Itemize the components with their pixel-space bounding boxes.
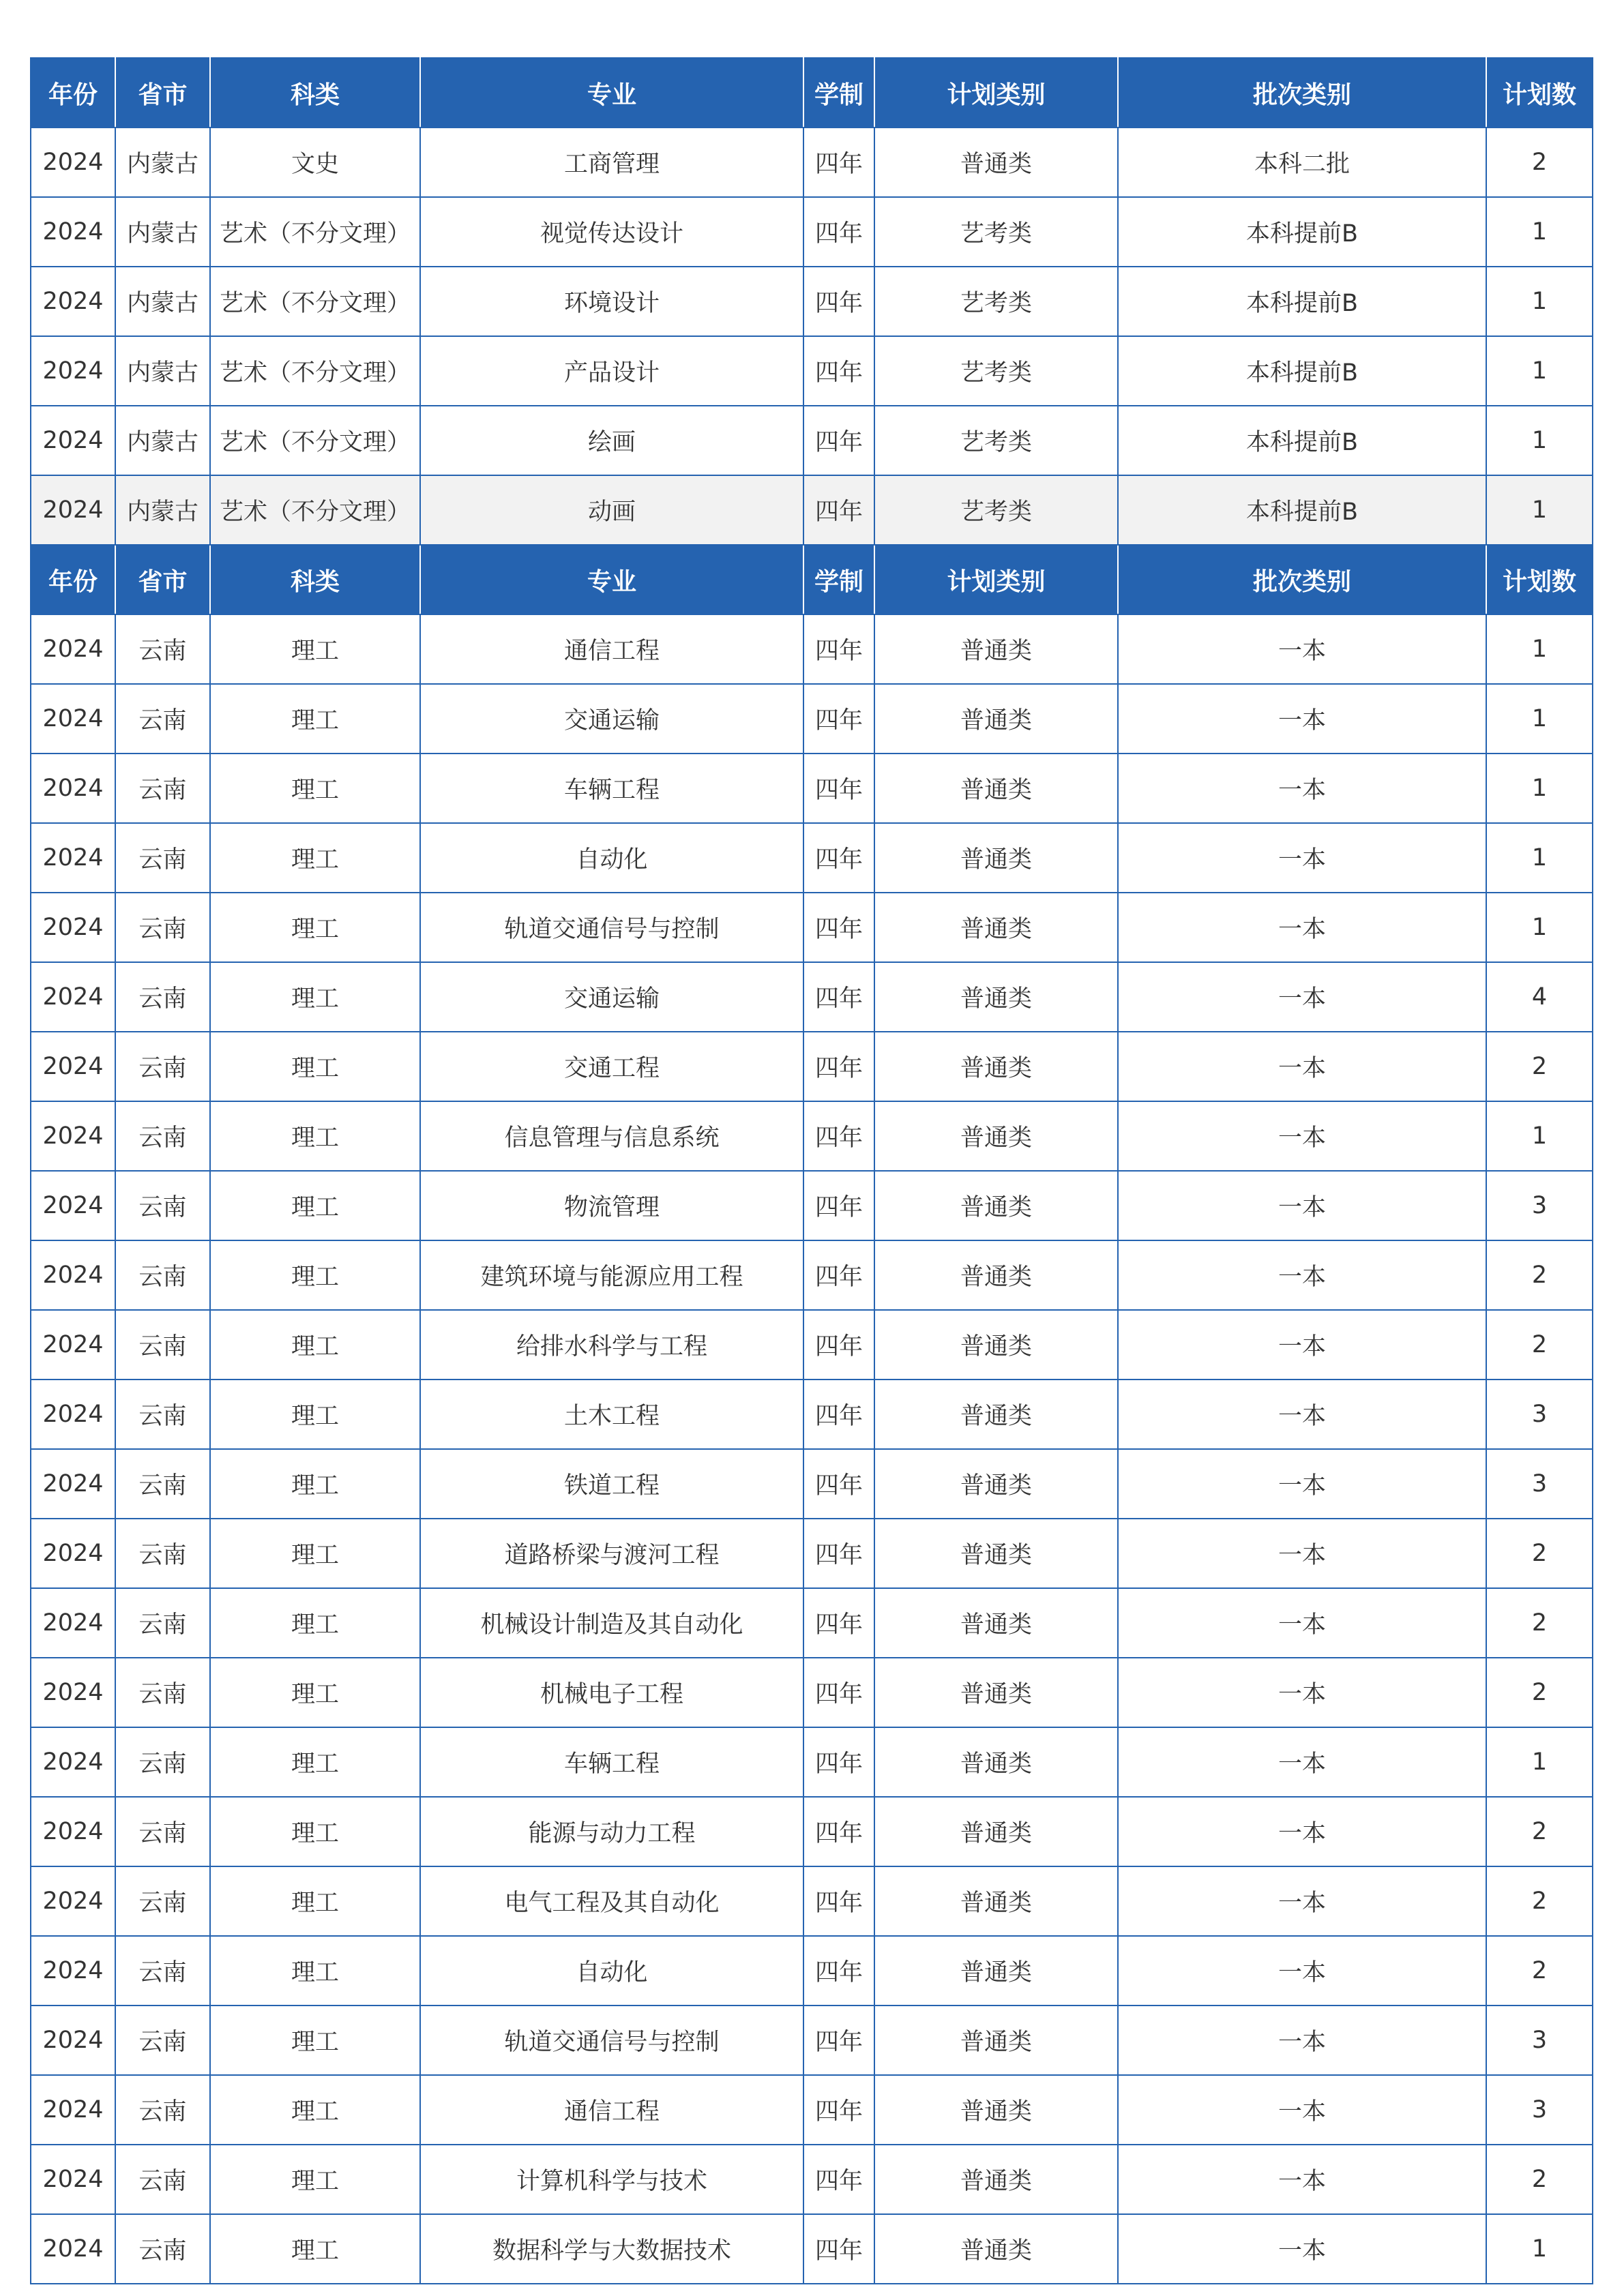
cell-year: 2024 (31, 1588, 115, 1658)
table-row (31, 1519, 1593, 1588)
column-header-year: 年份 (31, 58, 115, 128)
cell-plan-type: 普通类 (874, 1866, 1118, 1936)
column-header-major: 专业 (420, 545, 803, 614)
cell-major: 计算机科学与技术 (420, 2145, 803, 2214)
cell-province: 云南 (115, 1032, 210, 1101)
cell-duration: 四年 (803, 406, 874, 475)
cell-subject-category: 理工 (210, 1936, 420, 2006)
cell-subject-category: 理工 (210, 1866, 420, 1936)
column-header-province: 省市 (115, 58, 210, 128)
cell-batch-type: 一本 (1118, 1032, 1486, 1101)
cell-plan-count: 1 (1486, 336, 1593, 406)
table-body (31, 58, 1593, 2284)
cell-province: 云南 (115, 962, 210, 1032)
table-row (31, 1380, 1593, 1449)
table-row (31, 1936, 1593, 2006)
table-row (31, 614, 1593, 684)
cell-duration: 四年 (803, 267, 874, 336)
cell-plan-count: 2 (1486, 1588, 1593, 1658)
cell-major: 数据科学与大数据技术 (420, 2214, 803, 2284)
cell-plan-type: 普通类 (874, 684, 1118, 754)
cell-plan-count: 3 (1486, 1449, 1593, 1519)
cell-year: 2024 (31, 1797, 115, 1866)
column-header-plan-type: 计划类别 (874, 545, 1118, 614)
table-header-row (31, 58, 1593, 128)
cell-province: 云南 (115, 1797, 210, 1866)
cell-batch-type: 一本 (1118, 1658, 1486, 1727)
cell-major: 土木工程 (420, 1380, 803, 1449)
table-row (31, 1658, 1593, 1727)
table-row (31, 197, 1593, 267)
cell-batch-type: 本科提前B (1118, 336, 1486, 406)
cell-subject-category: 理工 (210, 1032, 420, 1101)
cell-province: 云南 (115, 2145, 210, 2214)
table-row (31, 1727, 1593, 1797)
cell-duration: 四年 (803, 684, 874, 754)
cell-duration: 四年 (803, 754, 874, 823)
cell-batch-type: 本科提前B (1118, 197, 1486, 267)
table-row (31, 2145, 1593, 2214)
cell-duration: 四年 (803, 128, 874, 197)
table-row (31, 1588, 1593, 1658)
cell-plan-type: 普通类 (874, 614, 1118, 684)
cell-plan-count: 2 (1486, 2145, 1593, 2214)
cell-plan-type: 普通类 (874, 823, 1118, 893)
cell-year: 2024 (31, 2214, 115, 2284)
column-header-subject-category: 科类 (210, 545, 420, 614)
cell-year: 2024 (31, 1449, 115, 1519)
cell-subject-category: 艺术（不分文理） (210, 475, 420, 545)
cell-major: 机械电子工程 (420, 1658, 803, 1727)
cell-plan-count: 2 (1486, 1032, 1593, 1101)
column-header-batch-type: 批次类别 (1118, 545, 1486, 614)
cell-plan-count: 1 (1486, 1101, 1593, 1171)
column-header-year: 年份 (31, 545, 115, 614)
cell-major: 自动化 (420, 1936, 803, 2006)
cell-batch-type: 一本 (1118, 1797, 1486, 1866)
cell-year: 2024 (31, 1101, 115, 1171)
cell-province: 云南 (115, 1101, 210, 1171)
cell-province: 内蒙古 (115, 406, 210, 475)
table-row (31, 2075, 1593, 2145)
cell-year: 2024 (31, 754, 115, 823)
cell-plan-count: 2 (1486, 1936, 1593, 2006)
cell-province: 云南 (115, 1380, 210, 1449)
cell-province: 云南 (115, 893, 210, 962)
cell-plan-count: 1 (1486, 823, 1593, 893)
cell-province: 云南 (115, 1240, 210, 1310)
cell-year: 2024 (31, 893, 115, 962)
cell-major: 给排水科学与工程 (420, 1310, 803, 1380)
cell-plan-count: 3 (1486, 1171, 1593, 1240)
cell-plan-count: 1 (1486, 1727, 1593, 1797)
table-row (31, 1310, 1593, 1380)
cell-year: 2024 (31, 475, 115, 545)
cell-batch-type: 一本 (1118, 823, 1486, 893)
cell-major: 铁道工程 (420, 1449, 803, 1519)
cell-major: 工商管理 (420, 128, 803, 197)
table-row (31, 1866, 1593, 1936)
cell-subject-category: 理工 (210, 1240, 420, 1310)
cell-major: 机械设计制造及其自动化 (420, 1588, 803, 1658)
cell-duration: 四年 (803, 1936, 874, 2006)
cell-plan-type: 普通类 (874, 1380, 1118, 1449)
cell-batch-type: 本科提前B (1118, 475, 1486, 545)
table-row (31, 1240, 1593, 1310)
column-header-duration: 学制 (803, 545, 874, 614)
cell-duration: 四年 (803, 1171, 874, 1240)
cell-batch-type: 一本 (1118, 2006, 1486, 2075)
cell-major: 环境设计 (420, 267, 803, 336)
cell-major: 通信工程 (420, 2075, 803, 2145)
cell-year: 2024 (31, 1240, 115, 1310)
table-row (31, 406, 1593, 475)
table-row (31, 128, 1593, 197)
cell-plan-count: 1 (1486, 406, 1593, 475)
cell-major: 绘画 (420, 406, 803, 475)
cell-batch-type: 一本 (1118, 2075, 1486, 2145)
cell-major: 通信工程 (420, 614, 803, 684)
cell-major: 视觉传达设计 (420, 197, 803, 267)
cell-plan-type: 普通类 (874, 2214, 1118, 2284)
cell-plan-type: 艺考类 (874, 267, 1118, 336)
cell-major: 产品设计 (420, 336, 803, 406)
cell-plan-type: 普通类 (874, 1171, 1118, 1240)
cell-batch-type: 一本 (1118, 2145, 1486, 2214)
cell-province: 云南 (115, 684, 210, 754)
cell-duration: 四年 (803, 893, 874, 962)
cell-duration: 四年 (803, 1866, 874, 1936)
cell-major: 物流管理 (420, 1171, 803, 1240)
cell-subject-category: 理工 (210, 684, 420, 754)
cell-plan-count: 3 (1486, 2075, 1593, 2145)
cell-province: 云南 (115, 2214, 210, 2284)
cell-batch-type: 一本 (1118, 893, 1486, 962)
cell-major: 车辆工程 (420, 754, 803, 823)
cell-plan-count: 1 (1486, 614, 1593, 684)
column-header-province: 省市 (115, 545, 210, 614)
cell-plan-count: 1 (1486, 2214, 1593, 2284)
column-header-plan-count: 计划数 (1486, 58, 1593, 128)
cell-plan-count: 2 (1486, 1866, 1593, 1936)
cell-major: 建筑环境与能源应用工程 (420, 1240, 803, 1310)
cell-batch-type: 本科提前B (1118, 406, 1486, 475)
cell-major: 轨道交通信号与控制 (420, 893, 803, 962)
cell-year: 2024 (31, 1519, 115, 1588)
cell-province: 云南 (115, 823, 210, 893)
cell-plan-type: 普通类 (874, 1240, 1118, 1310)
cell-year: 2024 (31, 128, 115, 197)
cell-province: 内蒙古 (115, 128, 210, 197)
cell-batch-type: 一本 (1118, 1380, 1486, 1449)
table-row (31, 684, 1593, 754)
cell-plan-count: 2 (1486, 1240, 1593, 1310)
cell-year: 2024 (31, 1727, 115, 1797)
cell-subject-category: 理工 (210, 1171, 420, 1240)
cell-province: 内蒙古 (115, 267, 210, 336)
cell-plan-count: 1 (1486, 684, 1593, 754)
cell-plan-type: 普通类 (874, 893, 1118, 962)
cell-duration: 四年 (803, 197, 874, 267)
cell-duration: 四年 (803, 1658, 874, 1727)
cell-duration: 四年 (803, 1797, 874, 1866)
cell-batch-type: 一本 (1118, 1866, 1486, 1936)
cell-subject-category: 理工 (210, 1101, 420, 1171)
cell-duration: 四年 (803, 962, 874, 1032)
cell-province: 云南 (115, 614, 210, 684)
cell-year: 2024 (31, 2145, 115, 2214)
cell-major: 能源与动力工程 (420, 1797, 803, 1866)
cell-province: 云南 (115, 2006, 210, 2075)
cell-province: 云南 (115, 1936, 210, 2006)
cell-batch-type: 一本 (1118, 684, 1486, 754)
cell-year: 2024 (31, 614, 115, 684)
cell-duration: 四年 (803, 1032, 874, 1101)
cell-batch-type: 一本 (1118, 1240, 1486, 1310)
cell-plan-type: 普通类 (874, 2006, 1118, 2075)
cell-plan-type: 艺考类 (874, 406, 1118, 475)
cell-batch-type: 本科提前B (1118, 267, 1486, 336)
cell-subject-category: 理工 (210, 2006, 420, 2075)
cell-year: 2024 (31, 406, 115, 475)
cell-province: 云南 (115, 1449, 210, 1519)
cell-major: 动画 (420, 475, 803, 545)
cell-plan-type: 普通类 (874, 1658, 1118, 1727)
cell-batch-type: 一本 (1118, 1519, 1486, 1588)
cell-duration: 四年 (803, 2214, 874, 2284)
cell-plan-type: 普通类 (874, 1032, 1118, 1101)
cell-plan-type: 普通类 (874, 1310, 1118, 1380)
cell-province: 内蒙古 (115, 197, 210, 267)
cell-major: 轨道交通信号与控制 (420, 2006, 803, 2075)
cell-province: 云南 (115, 1866, 210, 1936)
column-header-major: 专业 (420, 58, 803, 128)
table-row (31, 962, 1593, 1032)
table-row (31, 1032, 1593, 1101)
cell-major: 交通工程 (420, 1032, 803, 1101)
cell-plan-type: 普通类 (874, 1936, 1118, 2006)
cell-plan-type: 普通类 (874, 1449, 1118, 1519)
cell-subject-category: 理工 (210, 1727, 420, 1797)
cell-plan-count: 1 (1486, 754, 1593, 823)
cell-duration: 四年 (803, 2145, 874, 2214)
table-row (31, 823, 1593, 893)
cell-plan-type: 艺考类 (874, 336, 1118, 406)
table-row (31, 893, 1593, 962)
cell-year: 2024 (31, 823, 115, 893)
cell-batch-type: 一本 (1118, 614, 1486, 684)
cell-duration: 四年 (803, 614, 874, 684)
cell-province: 云南 (115, 2075, 210, 2145)
cell-year: 2024 (31, 197, 115, 267)
cell-province: 云南 (115, 1727, 210, 1797)
cell-province: 云南 (115, 1171, 210, 1240)
cell-subject-category: 理工 (210, 2214, 420, 2284)
cell-subject-category: 艺术（不分文理） (210, 406, 420, 475)
table-header-row (31, 545, 1593, 614)
cell-plan-count: 2 (1486, 1658, 1593, 1727)
table-row (31, 267, 1593, 336)
cell-batch-type: 一本 (1118, 1936, 1486, 2006)
cell-year: 2024 (31, 336, 115, 406)
cell-subject-category: 理工 (210, 754, 420, 823)
cell-plan-count: 2 (1486, 1310, 1593, 1380)
table-row (31, 475, 1593, 545)
cell-year: 2024 (31, 1380, 115, 1449)
cell-subject-category: 理工 (210, 614, 420, 684)
cell-plan-type: 普通类 (874, 2075, 1118, 2145)
cell-province: 云南 (115, 1519, 210, 1588)
cell-year: 2024 (31, 1310, 115, 1380)
cell-plan-count: 1 (1486, 267, 1593, 336)
cell-batch-type: 一本 (1118, 1588, 1486, 1658)
cell-duration: 四年 (803, 2075, 874, 2145)
cell-duration: 四年 (803, 1310, 874, 1380)
cell-subject-category: 理工 (210, 1797, 420, 1866)
cell-plan-count: 2 (1486, 1797, 1593, 1866)
cell-batch-type: 一本 (1118, 1171, 1486, 1240)
cell-major: 交通运输 (420, 684, 803, 754)
cell-subject-category: 理工 (210, 1588, 420, 1658)
cell-major: 电气工程及其自动化 (420, 1866, 803, 1936)
cell-subject-category: 理工 (210, 962, 420, 1032)
cell-year: 2024 (31, 1936, 115, 2006)
cell-duration: 四年 (803, 475, 874, 545)
cell-subject-category: 理工 (210, 1310, 420, 1380)
table-row (31, 2214, 1593, 2284)
table-row (31, 336, 1593, 406)
cell-duration: 四年 (803, 1449, 874, 1519)
table-row (31, 2006, 1593, 2075)
cell-plan-count: 1 (1486, 197, 1593, 267)
cell-year: 2024 (31, 1658, 115, 1727)
cell-plan-count: 2 (1486, 128, 1593, 197)
cell-plan-type: 普通类 (874, 962, 1118, 1032)
cell-subject-category: 理工 (210, 2075, 420, 2145)
cell-batch-type: 一本 (1118, 1727, 1486, 1797)
cell-year: 2024 (31, 1032, 115, 1101)
table-row (31, 1171, 1593, 1240)
cell-province: 云南 (115, 1588, 210, 1658)
cell-plan-type: 普通类 (874, 1797, 1118, 1866)
cell-plan-count: 3 (1486, 1380, 1593, 1449)
cell-plan-type: 艺考类 (874, 197, 1118, 267)
table-row (31, 754, 1593, 823)
cell-subject-category: 理工 (210, 893, 420, 962)
cell-major: 道路桥梁与渡河工程 (420, 1519, 803, 1588)
cell-major: 信息管理与信息系统 (420, 1101, 803, 1171)
cell-batch-type: 一本 (1118, 1449, 1486, 1519)
cell-duration: 四年 (803, 1101, 874, 1171)
cell-plan-type: 艺考类 (874, 475, 1118, 545)
cell-subject-category: 艺术（不分文理） (210, 336, 420, 406)
cell-plan-type: 普通类 (874, 2145, 1118, 2214)
table-row (31, 1449, 1593, 1519)
cell-plan-type: 普通类 (874, 1588, 1118, 1658)
cell-plan-type: 普通类 (874, 1519, 1118, 1588)
cell-plan-count: 3 (1486, 2006, 1593, 2075)
column-header-plan-count: 计划数 (1486, 545, 1593, 614)
column-header-plan-type: 计划类别 (874, 58, 1118, 128)
cell-duration: 四年 (803, 2006, 874, 2075)
cell-year: 2024 (31, 2006, 115, 2075)
cell-year: 2024 (31, 2075, 115, 2145)
cell-subject-category: 理工 (210, 2145, 420, 2214)
cell-batch-type: 一本 (1118, 1101, 1486, 1171)
cell-duration: 四年 (803, 1519, 874, 1588)
cell-province: 云南 (115, 1658, 210, 1727)
cell-plan-type: 普通类 (874, 1727, 1118, 1797)
cell-subject-category: 理工 (210, 1658, 420, 1727)
cell-batch-type: 本科二批 (1118, 128, 1486, 197)
cell-year: 2024 (31, 1866, 115, 1936)
cell-subject-category: 理工 (210, 1380, 420, 1449)
cell-duration: 四年 (803, 1380, 874, 1449)
cell-batch-type: 一本 (1118, 962, 1486, 1032)
column-header-subject-category: 科类 (210, 58, 420, 128)
cell-subject-category: 理工 (210, 823, 420, 893)
cell-subject-category: 理工 (210, 1519, 420, 1588)
cell-province: 内蒙古 (115, 475, 210, 545)
cell-duration: 四年 (803, 1727, 874, 1797)
cell-duration: 四年 (803, 823, 874, 893)
cell-subject-category: 理工 (210, 1449, 420, 1519)
cell-subject-category: 艺术（不分文理） (210, 267, 420, 336)
column-header-duration: 学制 (803, 58, 874, 128)
cell-year: 2024 (31, 267, 115, 336)
cell-major: 自动化 (420, 823, 803, 893)
cell-year: 2024 (31, 1171, 115, 1240)
cell-province: 云南 (115, 754, 210, 823)
cell-province: 云南 (115, 1310, 210, 1380)
cell-plan-count: 1 (1486, 475, 1593, 545)
cell-province: 内蒙古 (115, 336, 210, 406)
cell-subject-category: 文史 (210, 128, 420, 197)
cell-year: 2024 (31, 962, 115, 1032)
cell-batch-type: 一本 (1118, 2214, 1486, 2284)
table-row (31, 1797, 1593, 1866)
cell-plan-count: 4 (1486, 962, 1593, 1032)
cell-batch-type: 一本 (1118, 1310, 1486, 1380)
cell-duration: 四年 (803, 1588, 874, 1658)
cell-plan-type: 普通类 (874, 1101, 1118, 1171)
cell-duration: 四年 (803, 336, 874, 406)
cell-subject-category: 艺术（不分文理） (210, 197, 420, 267)
cell-plan-count: 1 (1486, 893, 1593, 962)
column-header-batch-type: 批次类别 (1118, 58, 1486, 128)
table-row (31, 1101, 1593, 1171)
cell-plan-type: 普通类 (874, 754, 1118, 823)
cell-plan-type: 普通类 (874, 128, 1118, 197)
cell-plan-count: 2 (1486, 1519, 1593, 1588)
cell-major: 车辆工程 (420, 1727, 803, 1797)
cell-batch-type: 一本 (1118, 754, 1486, 823)
enrollment-plan-table-container (30, 57, 1592, 2284)
cell-year: 2024 (31, 684, 115, 754)
enrollment-plan-table (30, 57, 1593, 2284)
cell-duration: 四年 (803, 1240, 874, 1310)
cell-major: 交通运输 (420, 962, 803, 1032)
